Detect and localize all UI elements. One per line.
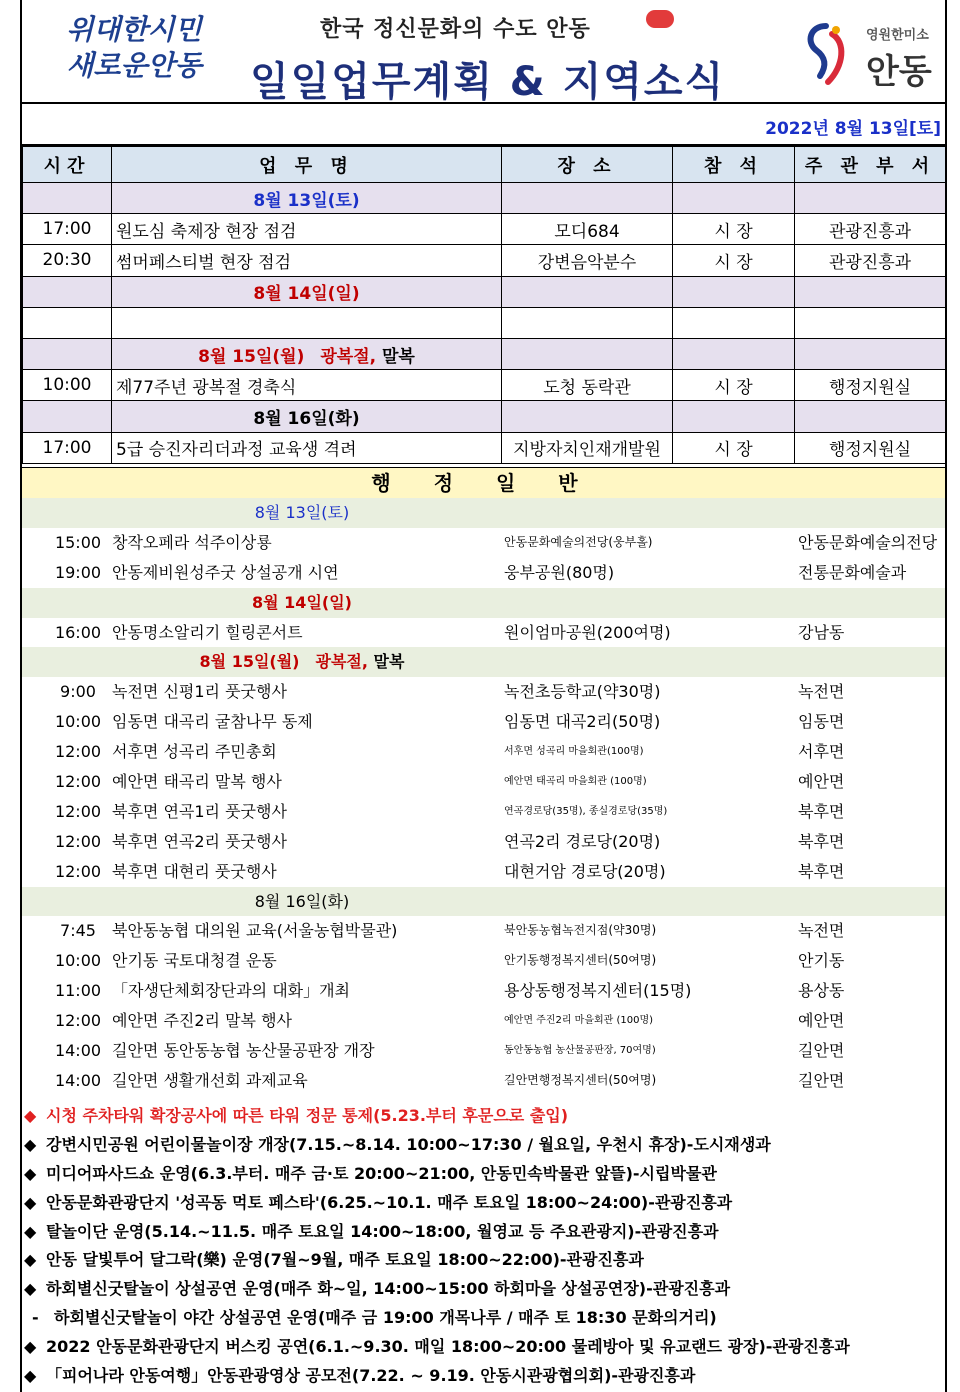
notice-item	[22, 1131, 945, 1160]
schedule-place: 도청 동락관	[502, 370, 673, 401]
admin-place: 원이엄마공원(200여명)	[504, 622, 671, 642]
admin-row	[22, 976, 945, 1006]
schedule-row	[23, 245, 946, 276]
schedule-task: 원도심 축제장 현장 점검	[112, 214, 502, 245]
diamond-bullet-icon: ◆	[24, 1134, 37, 1154]
admin-time: 19:00	[54, 562, 102, 582]
admin-name: 창작오페라 석주이상룡	[112, 532, 272, 552]
schedule-place: 강변음악분수	[502, 245, 673, 276]
schedule-dept: 행정지원실	[795, 370, 946, 401]
admin-place: 안기동행정복지센터(50여명)	[504, 953, 657, 968]
schedule-dept: 관광진흥과	[795, 245, 946, 276]
day-label: 8월 15일(월)	[199, 652, 300, 672]
admin-row	[22, 767, 945, 797]
admin-row	[22, 1036, 945, 1066]
admin-name: 길안면 동안동농협 농산물공판장 개장	[112, 1041, 375, 1061]
admin-dept: 안기동	[798, 951, 845, 971]
day-label: 8월 16일(화)	[253, 408, 360, 429]
day-label: 8월 13일(토)	[253, 190, 360, 211]
col-time: 시간	[23, 147, 112, 183]
notice-text: 안동 달빛투어 달그락(樂) 운영(7월~9월, 매주 토요일 18:00~22:00)-관광진흥과	[46, 1250, 644, 1270]
diamond-bullet-icon: ◆	[24, 1163, 37, 1183]
schedule-table	[22, 146, 946, 464]
admin-row	[22, 797, 945, 827]
admin-day-row	[22, 498, 945, 528]
schedule-row	[23, 370, 946, 401]
schedule-day-row	[23, 183, 946, 214]
admin-time: 12:00	[54, 801, 102, 821]
admin-dept: 안동문화예술의전당	[798, 532, 938, 552]
admin-dept: 녹전면	[798, 921, 845, 941]
notice-text: 시청 주차타워 확장공사에 따른 타워 정문 통제(5.23.부터 후문으로 출입)	[46, 1106, 569, 1125]
admin-time: 10:00	[54, 951, 102, 971]
admin-dept: 서후면	[798, 742, 845, 762]
col-dept: 주 관 부 서	[795, 147, 946, 183]
page-title: 일일업무계획 & 지역소식	[250, 59, 726, 105]
slogan-logo: 위대한시민 새로운안동	[66, 13, 202, 82]
notice-item	[22, 1218, 945, 1247]
schedule-attend: 시 장	[673, 370, 795, 401]
notice-item	[22, 1102, 945, 1131]
holiday-tail: 말복	[382, 346, 415, 367]
schedule-task: 썸머페스티벌 현장 점검	[112, 245, 502, 276]
col-task: 업 무 명	[112, 147, 502, 183]
admin-time: 9:00	[60, 682, 96, 702]
notice-text: 하회별신굿탈놀이 상설공연 운영(매주 화~일, 14:00~15:00 하회마을 상설공연장)-관광진흥과	[46, 1279, 731, 1299]
admin-day-row	[22, 887, 945, 917]
andong-logo-icon	[798, 20, 854, 90]
admin-place: 임동면 대곡2리(50명)	[504, 712, 661, 732]
schedule-task: 5급 승진자리더과정 교육생 격려	[112, 432, 502, 463]
diamond-bullet-icon: ◆	[24, 1192, 37, 1212]
schedule-time: 17:00	[23, 214, 112, 245]
header	[20, 0, 947, 104]
admin-place: 길안면행정복지센터(50여명)	[504, 1072, 657, 1087]
diamond-bullet-icon: ◆	[24, 1221, 37, 1241]
admin-row	[22, 916, 945, 946]
admin-row	[22, 827, 945, 857]
notice-item	[22, 1362, 945, 1391]
schedule-attend: 시 장	[673, 245, 795, 276]
notice-item	[22, 1189, 945, 1218]
notice-item	[22, 1246, 945, 1275]
notice-text: 2022 안동문화관광단지 버스킹 공연(6.1.~9.30. 매일 18:00~20:00 물레방아 및 유교랜드 광장)-관광진흥과	[46, 1337, 850, 1357]
admin-row	[22, 677, 945, 707]
admin-dept: 예안면	[798, 1011, 845, 1031]
schedule-task: 제77주년 광복절 경축식	[112, 370, 502, 401]
admin-dept: 길안면	[798, 1070, 845, 1090]
notice-item	[22, 1333, 945, 1362]
admin-name: 북후면 연곡1리 풋굿행사	[112, 801, 287, 821]
admin-dept: 예안면	[798, 772, 845, 792]
admin-row	[22, 707, 945, 737]
admin-list	[22, 498, 945, 1096]
admin-name: 임동면 대곡리 굴참나무 동제	[112, 712, 313, 732]
notice-item	[22, 1160, 945, 1189]
admin-dept: 전통문화예술과	[798, 562, 907, 582]
diamond-bullet-icon: ◆	[24, 1366, 37, 1386]
schedule-time: 20:30	[23, 245, 112, 276]
admin-time: 15:00	[54, 532, 102, 552]
admin-time: 14:00	[54, 1041, 102, 1061]
holiday-tail: 말복	[373, 652, 405, 672]
admin-name: 예안면 태곡리 말복 행사	[112, 772, 282, 792]
admin-place: 서후면 성곡리 마을회관(100명)	[504, 746, 644, 758]
admin-place: 연곡경로당(35명), 종실경로당(35명)	[504, 805, 668, 817]
admin-place: 연곡2리 경로당(20명)	[504, 831, 661, 851]
admin-name: 안동명소알리기 힐링콘서트	[112, 622, 303, 642]
notice-text: 강변시민공원 어린이물놀이장 개장(7.15.~8.14. 10:00~17:30 / 월요일, 우천시 휴장)-도시재생과	[46, 1134, 771, 1154]
notice-text: 안동문화관광단지 '성곡동 먹토 페스타'(6.25.~10.1. 매주 토요일 18:00~24:00)-관광진흥과	[46, 1192, 733, 1212]
admin-name: 안기동 국토대청결 운동	[112, 951, 277, 971]
holiday-label: 광복절,	[320, 346, 377, 367]
admin-name: 서후면 성곡리 주민총회	[112, 742, 277, 762]
notice-text: 「피어나라 안동여행」안동관광영상 공모전(7.22. ~ 9.19. 안동시관광협의회)-관광진흥과	[46, 1366, 696, 1386]
col-place: 장 소	[502, 147, 673, 183]
admin-row	[22, 618, 945, 648]
admin-time: 12:00	[54, 831, 102, 851]
admin-time: 12:00	[54, 772, 102, 792]
admin-time: 12:00	[54, 861, 102, 881]
admin-row	[22, 1066, 945, 1096]
notice-text: 탈놀이단 운영(5.14.~11.5. 매주 토요일 14:00~18:00, 월영교 등 주요관광지)-관광진흥과	[46, 1221, 719, 1241]
admin-time: 11:00	[54, 981, 102, 1001]
notice-item	[22, 1304, 945, 1333]
schedule-empty-row	[23, 307, 946, 338]
admin-place: 녹전초등학교(약30명)	[504, 682, 661, 702]
notice-item	[22, 1275, 945, 1304]
admin-day-row	[22, 647, 945, 677]
admin-dept: 임동면	[798, 712, 845, 732]
notice-text: 하회별신굿탈놀이 야간 상설공연 운영(매주 금 19:00 개목나루 / 매주 토 18:30 문화의거리)	[54, 1308, 717, 1328]
admin-row	[22, 1006, 945, 1036]
admin-place: 예안면 주진2리 마을회관 (100명)	[504, 1015, 654, 1027]
admin-place: 안동문화예술의전당(웅부홀)	[504, 534, 653, 549]
col-attend: 참 석	[673, 147, 795, 183]
admin-heading: 행 정 일 반	[22, 467, 945, 499]
admin-time: 16:00	[54, 622, 102, 642]
admin-dept: 북후면	[798, 861, 845, 881]
schedule-day-row	[23, 338, 946, 369]
admin-place: 웅부공원(80명)	[504, 562, 615, 582]
diamond-bullet-icon: ◆	[24, 1250, 37, 1270]
schedule-dept: 관광진흥과	[795, 214, 946, 245]
schedule-header-row	[23, 147, 946, 183]
admin-dept: 북후면	[798, 831, 845, 851]
admin-place: 대현거암 경로당(20명)	[504, 861, 666, 881]
admin-dept: 북후면	[798, 801, 845, 821]
diamond-bullet-icon: ◆	[24, 1279, 37, 1299]
schedule-place: 모디684	[502, 214, 673, 245]
admin-time: 12:00	[54, 1011, 102, 1031]
admin-dept: 녹전면	[798, 682, 845, 702]
schedule-day-row	[23, 401, 946, 432]
logo-name: 안동	[866, 52, 932, 92]
admin-name: 북후면 연곡2리 풋굿행사	[112, 831, 287, 851]
day-label: 8월 16일(화)	[254, 891, 350, 911]
day-label: 8월 13일(토)	[254, 503, 350, 522]
admin-name: 녹전면 신평1리 풋굿행사	[112, 682, 287, 702]
schedule-body	[23, 183, 946, 464]
day-label: 8월 14일(일)	[253, 284, 360, 305]
schedule-row	[23, 432, 946, 463]
day-label: 8월 14일(일)	[252, 592, 352, 612]
admin-place: 동안동농협 농산물공판장, 70여명)	[504, 1045, 656, 1057]
admin-row	[22, 946, 945, 976]
admin-name: 길안면 생활개선회 과제교육	[112, 1070, 308, 1090]
admin-dept: 용상동	[798, 981, 845, 1001]
schedule-time: 10:00	[23, 370, 112, 401]
admin-time: 7:45	[60, 921, 96, 941]
admin-time: 10:00	[54, 712, 102, 732]
admin-dept: 강남동	[798, 622, 845, 642]
admin-place: 예안면 태곡리 마을회관 (100명)	[504, 776, 647, 788]
notice-list	[22, 1102, 945, 1391]
admin-dept: 길안면	[798, 1041, 845, 1061]
admin-place: 용상동행정복지센터(15명)	[504, 981, 692, 1001]
admin-name: 「자생단체회장단과의 대화」개최	[112, 981, 351, 1001]
schedule-place: 지방자치인재개발원	[502, 432, 673, 463]
logo-tagline: 영원한미소	[866, 28, 929, 43]
notice-text: 미디어파사드쇼 운영(6.3.부터. 매주 금·토 20:00~21:00, 안동민속박물관 앞뜰)-시립박물관	[46, 1163, 717, 1183]
day-label: 8월 15일(월)	[198, 346, 305, 367]
schedule-attend: 시 장	[673, 432, 795, 463]
date-row	[20, 104, 947, 146]
schedule-day-row	[23, 276, 946, 307]
admin-name: 북후면 대현리 풋굿행사	[112, 861, 277, 881]
admin-row	[22, 857, 945, 887]
admin-row	[22, 528, 945, 558]
admin-row	[22, 558, 945, 588]
diamond-bullet-icon: ◆	[24, 1106, 37, 1125]
admin-name: 예안면 주진2리 말복 행사	[112, 1011, 292, 1031]
admin-place: 북안동농협녹전지점(약30명)	[504, 923, 657, 938]
schedule-time: 17:00	[23, 432, 112, 463]
document-date: 2022년 8월 13일[토]	[765, 119, 941, 139]
admin-row	[22, 737, 945, 767]
admin-name: 북안동농협 대의원 교육(서울농협박물관)	[112, 921, 398, 941]
admin-day-row	[22, 588, 945, 618]
holiday-label: 광복절,	[315, 652, 368, 672]
diamond-bullet-icon: ◆	[24, 1337, 37, 1357]
seal-icon	[646, 10, 674, 28]
schedule-dept: 행정지원실	[795, 432, 946, 463]
schedule-attend: 시 장	[673, 214, 795, 245]
admin-time: 12:00	[54, 742, 102, 762]
admin-time: 14:00	[54, 1070, 102, 1090]
schedule-row	[23, 214, 946, 245]
dash-bullet-icon: -	[32, 1308, 39, 1328]
subtitle: 한국 정신문화의 수도 안동	[320, 17, 591, 42]
admin-name: 안동제비원성주굿 상설공개 시연	[112, 562, 339, 582]
